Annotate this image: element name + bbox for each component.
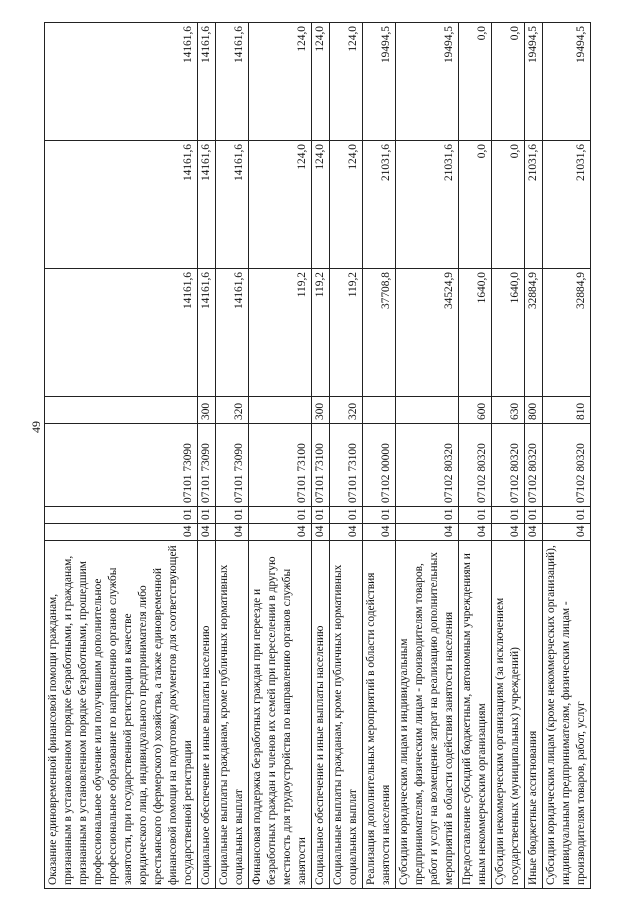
expense-type-cell [363, 397, 396, 424]
subsection-code-cell: 01 [543, 507, 591, 524]
table-row [459, 23, 492, 889]
amount-cell-1: 32884,9 [525, 269, 543, 397]
amount-cell-3: 124,0 [249, 23, 312, 141]
budget-table [44, 22, 591, 889]
table-row [45, 23, 198, 889]
section-code-cell: 04 [396, 524, 459, 541]
expense-type-cell: 800 [525, 397, 543, 424]
amount-cell-3: 14161,6 [45, 23, 198, 141]
amount-cell-1: 37708,8 [363, 269, 396, 397]
section-code-cell: 04 [45, 524, 198, 541]
amount-cell-2: 21031,6 [543, 141, 591, 269]
target-article-cell: 07102 80320 [543, 424, 591, 507]
amount-cell-2: 14161,6 [198, 141, 216, 269]
expense-name-cell: Субсидии некоммерческим организациям (за исключением государственных (муниципальных) учреждений) [492, 541, 525, 889]
subsection-code-cell: 01 [459, 507, 492, 524]
expense-name-cell: Социальные выплаты гражданам, кроме публичных нормативных социальных выплат [330, 541, 363, 889]
table-row [330, 23, 363, 889]
target-article-cell: 07101 73090 [198, 424, 216, 507]
expense-name-cell: Субсидии юридическим лицам (кроме некоммерческих организаций), индивидуальным предпринимателям, физическим лицам - производителям товаров, работ, услуг [543, 541, 591, 889]
expense-name-cell: Иные бюджетные ассигнования [525, 541, 543, 889]
expense-name-cell: Субсидии юридическим лицам и индивидуальным предпринимателям, физическим лицам - производителям товаров, работ и услуг на возмещение затрат на реализацию дополнительных мероприятий в области содействия занятости населения [396, 541, 459, 889]
amount-cell-3: 19494,5 [363, 23, 396, 141]
expense-type-cell: 630 [492, 397, 525, 424]
target-article-cell: 07102 00000 [363, 424, 396, 507]
amount-cell-1: 32884,9 [543, 269, 591, 397]
target-article-cell: 07102 80320 [459, 424, 492, 507]
subsection-code-cell: 01 [363, 507, 396, 524]
table-row [492, 23, 525, 889]
table-row [216, 23, 249, 889]
target-article-cell: 07101 73090 [216, 424, 249, 507]
amount-cell-1: 14161,6 [216, 269, 249, 397]
amount-cell-1: 119,2 [249, 269, 312, 397]
rotated-page [44, 23, 587, 889]
amount-cell-1: 34524,9 [396, 269, 459, 397]
expense-type-cell [249, 397, 312, 424]
amount-cell-3: 124,0 [330, 23, 363, 141]
subsection-code-cell: 01 [216, 507, 249, 524]
expense-name-cell: Социальное обеспечение и иные выплаты населению [198, 541, 216, 889]
table-row [543, 23, 591, 889]
table-row [396, 23, 459, 889]
expense-type-cell: 300 [312, 397, 330, 424]
amount-cell-2: 14161,6 [45, 141, 198, 269]
expense-name-cell: Предоставление субсидий бюджетным, автономным учреждениям и иным некоммерческим организациям [459, 541, 492, 889]
amount-cell-3: 19494,5 [396, 23, 459, 141]
section-code-cell: 04 [312, 524, 330, 541]
subsection-code-cell: 01 [45, 507, 198, 524]
amount-cell-1: 14161,6 [45, 269, 198, 397]
section-code-cell: 04 [525, 524, 543, 541]
expense-name-cell: Оказание единовременной финансовой помощи гражданам, признанным в установленном порядке безработными, и гражданам, признанным в установленном порядке безработными, прошедшим профессиональное обучение или получившим дополнительное профессиональное образование по направлению органов службы занятости, при государственной регистрации в качестве юридического лица, индивидуального предпринимателя либо крестьянского (фермерского) хозяйства, а также единовременной финансовой помощи на подготовку документов для соответствующей государственной регистрации [45, 541, 198, 889]
amount-cell-3: 19494,5 [525, 23, 543, 141]
target-article-cell: 07102 80320 [525, 424, 543, 507]
amount-cell-3: 14161,6 [198, 23, 216, 141]
amount-cell-1: 1640,0 [459, 269, 492, 397]
subsection-code-cell: 01 [525, 507, 543, 524]
amount-cell-2: 124,0 [330, 141, 363, 269]
section-code-cell: 04 [249, 524, 312, 541]
table-body [45, 23, 591, 889]
amount-cell-2: 124,0 [249, 141, 312, 269]
subsection-code-cell: 01 [249, 507, 312, 524]
amount-cell-2: 21031,6 [396, 141, 459, 269]
amount-cell-1: 14161,6 [198, 269, 216, 397]
expense-type-cell: 320 [216, 397, 249, 424]
amount-cell-3: 124,0 [312, 23, 330, 141]
amount-cell-2: 0,0 [459, 141, 492, 269]
subsection-code-cell: 01 [396, 507, 459, 524]
table-row [525, 23, 543, 889]
expense-name-cell: Реализация дополнительных мероприятий в области содействия занятости населения [363, 541, 396, 889]
subsection-code-cell: 01 [312, 507, 330, 524]
table-row [363, 23, 396, 889]
section-code-cell: 04 [363, 524, 396, 541]
expense-name-cell: Финансовая поддержка безработных граждан при переезде и безработных граждан и членов их семей при переселении в другую местность для трудоустройства по направлению органов службы занятости [249, 541, 312, 889]
expense-type-cell [45, 397, 198, 424]
page-number: 49 [29, 421, 43, 433]
amount-cell-2: 21031,6 [525, 141, 543, 269]
target-article-cell: 07101 73090 [45, 424, 198, 507]
section-code-cell: 04 [330, 524, 363, 541]
target-article-cell: 07101 73100 [312, 424, 330, 507]
amount-cell-2: 21031,6 [363, 141, 396, 269]
expense-type-cell: 320 [330, 397, 363, 424]
subsection-code-cell: 01 [330, 507, 363, 524]
expense-type-cell [396, 397, 459, 424]
table-row [198, 23, 216, 889]
section-code-cell: 04 [543, 524, 591, 541]
section-code-cell: 04 [198, 524, 216, 541]
table-row [249, 23, 312, 889]
target-article-cell: 07101 73100 [330, 424, 363, 507]
target-article-cell: 07102 80320 [396, 424, 459, 507]
subsection-code-cell: 01 [492, 507, 525, 524]
expense-name-cell: Социальные выплаты гражданам, кроме публичных нормативных социальных выплат [216, 541, 249, 889]
amount-cell-3: 0,0 [492, 23, 525, 141]
amount-cell-2: 0,0 [492, 141, 525, 269]
expense-name-cell: Социальное обеспечение и иные выплаты населению [312, 541, 330, 889]
amount-cell-3: 0,0 [459, 23, 492, 141]
amount-cell-1: 119,2 [330, 269, 363, 397]
amount-cell-1: 119,2 [312, 269, 330, 397]
target-article-cell: 07102 80320 [492, 424, 525, 507]
section-code-cell: 04 [492, 524, 525, 541]
amount-cell-3: 19494,5 [543, 23, 591, 141]
amount-cell-1: 1640,0 [492, 269, 525, 397]
expense-type-cell: 600 [459, 397, 492, 424]
target-article-cell: 07101 73100 [249, 424, 312, 507]
table-row [312, 23, 330, 889]
amount-cell-2: 14161,6 [216, 141, 249, 269]
amount-cell-3: 14161,6 [216, 23, 249, 141]
section-code-cell: 04 [459, 524, 492, 541]
expense-type-cell: 300 [198, 397, 216, 424]
section-code-cell: 04 [216, 524, 249, 541]
subsection-code-cell: 01 [198, 507, 216, 524]
amount-cell-2: 124,0 [312, 141, 330, 269]
expense-type-cell: 810 [543, 397, 591, 424]
